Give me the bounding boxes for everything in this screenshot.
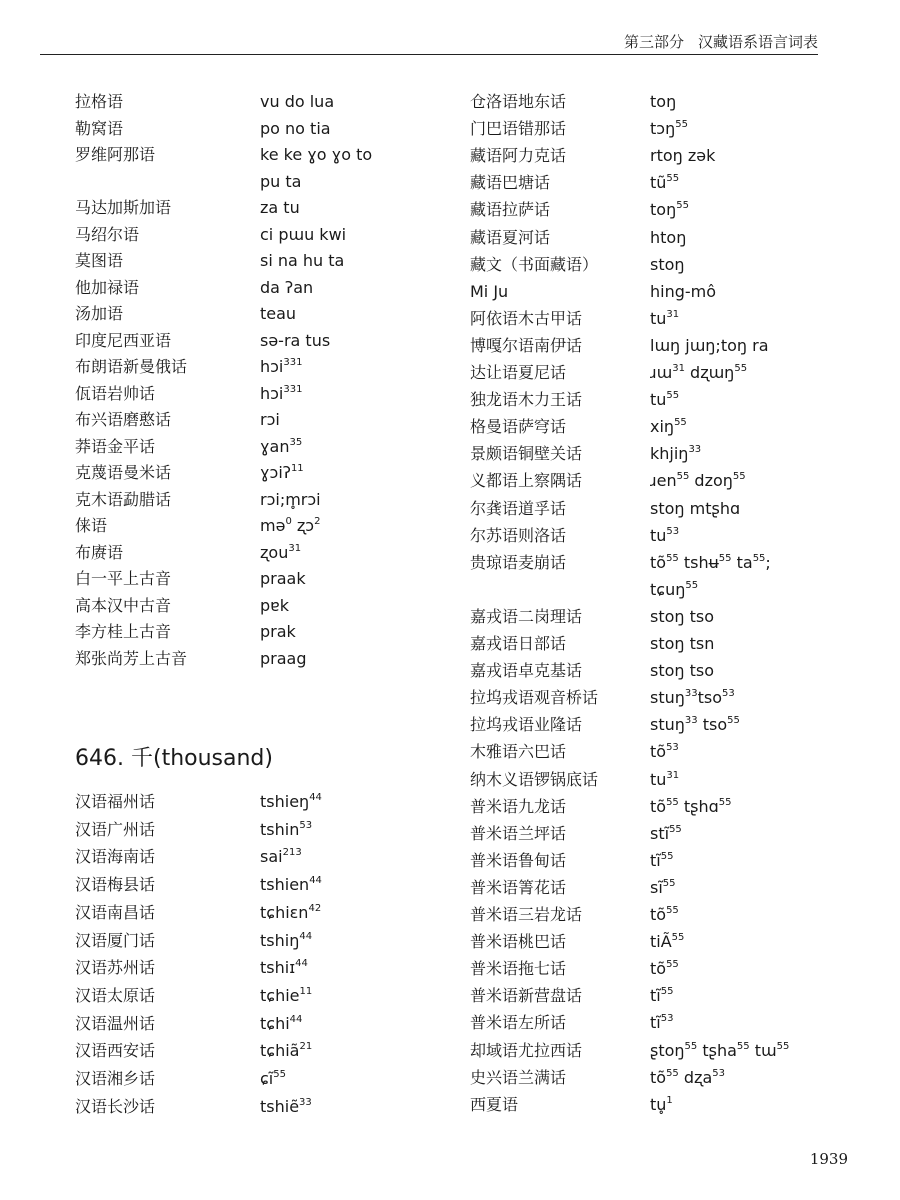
word-form xyxy=(260,539,301,566)
form-segment: si na hu ta xyxy=(260,251,345,270)
language-name: 汉语广州话 xyxy=(75,819,156,839)
language-name: 尔苏语则洛话 xyxy=(470,525,567,545)
form-segment: prak xyxy=(260,622,296,641)
form-segment: tshien xyxy=(260,875,310,895)
language-name: 贵琼语麦崩话 xyxy=(470,552,567,572)
tone-number: 31 xyxy=(672,363,685,374)
word-form xyxy=(650,766,679,793)
language-name: 他加禄语 xyxy=(75,277,140,297)
word-form xyxy=(650,684,735,711)
word-form xyxy=(260,899,321,926)
tone-number: 55 xyxy=(662,877,676,889)
language-name: 独龙语木力王话 xyxy=(470,390,583,410)
tone-number: 55 xyxy=(660,986,674,998)
word-form xyxy=(650,982,673,1009)
form-segment: tiÃ xyxy=(650,932,672,952)
section-number: 646. xyxy=(75,746,124,771)
word-form xyxy=(650,657,714,684)
form-segment: tĩ xyxy=(650,850,661,870)
tone-number: 331 xyxy=(283,383,303,395)
form-segment: hɔi xyxy=(260,357,284,376)
form-segment: ʐou xyxy=(260,542,289,562)
tone-number: 44 xyxy=(289,1013,303,1025)
word-form xyxy=(650,169,679,196)
language-name: 汤加语 xyxy=(75,304,124,323)
language-name: 莫图语 xyxy=(75,251,124,270)
tone-number: 55 xyxy=(660,850,674,862)
word-form xyxy=(260,486,321,513)
header-title: 汉藏语系语言词表 xyxy=(697,33,818,51)
form-segment: ɹɯ xyxy=(650,363,673,382)
language-name: 达让语夏尼话 xyxy=(470,363,567,382)
tone-number: 33 xyxy=(299,1096,312,1108)
language-name: 西夏语 xyxy=(470,1094,519,1114)
form-segment: tshieŋ xyxy=(260,792,310,811)
word-form xyxy=(650,196,689,223)
word-form xyxy=(650,847,673,874)
word-form xyxy=(260,871,322,898)
form-segment: ɣɔiʔ xyxy=(260,463,291,482)
word-form xyxy=(260,433,302,460)
word-form xyxy=(260,816,312,843)
word-form xyxy=(650,440,701,467)
form-segment: rtoŋ zək xyxy=(650,146,716,166)
tone-number: 21 xyxy=(299,1041,313,1053)
language-name: 汉语苏州话 xyxy=(75,958,156,978)
tone-number: 55 xyxy=(666,552,679,564)
tone-number: 53 xyxy=(666,525,680,537)
word-form xyxy=(650,224,686,251)
word-form xyxy=(650,711,740,738)
form-segment: sə-ra tus xyxy=(260,330,331,350)
word-form xyxy=(650,630,714,657)
word-form xyxy=(650,332,769,359)
word-form xyxy=(260,141,372,168)
language-name: 汉语福州话 xyxy=(75,792,156,811)
word-form xyxy=(650,1009,673,1036)
tone-number: 55 xyxy=(675,119,688,131)
tone-number: 55 xyxy=(727,715,740,727)
language-name: 勒窝语 xyxy=(75,118,124,138)
form-segment: ke ke ɣo ɣo to xyxy=(260,145,373,164)
language-name: 布赓语 xyxy=(75,542,124,562)
tone-number: 1 xyxy=(666,1094,673,1106)
tone-number: 55 xyxy=(666,390,680,402)
language-name: 藏语夏河话 xyxy=(470,227,551,247)
form-segment: tɔŋ xyxy=(650,119,676,139)
form-segment: vu do lua xyxy=(260,92,335,111)
form-segment: khjiŋ xyxy=(650,444,689,464)
form-segment: stoŋ tso xyxy=(650,606,715,626)
word-form xyxy=(260,168,301,195)
language-name: 白一平上古音 xyxy=(75,569,172,588)
form-segment: ɣan xyxy=(260,436,290,456)
tone-number: 55 xyxy=(666,173,680,185)
word-form xyxy=(650,278,716,305)
word-form xyxy=(260,459,304,486)
language-name: 汉语海南话 xyxy=(75,847,156,867)
tone-number: 0 xyxy=(285,516,292,527)
tone-number: 33 xyxy=(688,444,702,456)
form-segment: praag xyxy=(260,648,307,668)
language-name: 汉语梅县话 xyxy=(75,875,156,895)
form-segment: ta xyxy=(731,552,753,572)
word-form xyxy=(650,874,676,901)
language-name: 普米语兰坪话 xyxy=(470,823,567,843)
language-name: 藏文（书面藏语） xyxy=(470,254,599,274)
word-form xyxy=(260,592,289,619)
form-segment: stoŋ mtʂhɑ xyxy=(650,498,741,518)
form-segment: praak xyxy=(260,569,306,588)
form-segment: tʂhɑ xyxy=(678,796,719,816)
language-name: 藏语巴塘话 xyxy=(470,173,551,193)
tone-number: 213 xyxy=(282,847,302,859)
section-heading xyxy=(75,744,273,774)
tone-number: 53 xyxy=(712,1067,725,1079)
form-segment: dzoŋ xyxy=(689,471,733,491)
form-segment: ʐɔ xyxy=(291,516,315,535)
word-form xyxy=(650,603,714,630)
form-segment: tu xyxy=(650,390,667,410)
form-segment: stĩ xyxy=(650,823,670,843)
word-form xyxy=(650,1091,673,1118)
tone-number: 331 xyxy=(283,357,303,368)
language-name: 佤语岩帅话 xyxy=(75,383,156,403)
language-name: 汉语长沙话 xyxy=(75,1096,156,1116)
word-form xyxy=(650,738,679,765)
word-form xyxy=(260,982,312,1009)
language-name: 马绍尔语 xyxy=(75,224,140,244)
tone-number: 55 xyxy=(734,363,748,374)
language-name: 克蔑语曼米话 xyxy=(75,463,172,482)
language-name: 博嘎尔语南伊话 xyxy=(470,335,583,355)
tone-number: 55 xyxy=(776,1040,790,1052)
form-segment: ɕĩ xyxy=(260,1069,274,1088)
word-form xyxy=(260,1093,312,1120)
section-word: 千(thousand) xyxy=(130,746,273,771)
form-segment: po no tia xyxy=(260,118,331,138)
form-segment: ɹen xyxy=(650,471,677,491)
word-form xyxy=(260,1065,286,1092)
word-form xyxy=(260,247,344,274)
tone-number: 44 xyxy=(309,792,322,803)
tone-number: 44 xyxy=(299,930,313,942)
word-form xyxy=(650,467,746,494)
word-form xyxy=(260,927,312,954)
language-name: 普米语桃巴话 xyxy=(470,932,567,952)
language-name: 布兴语磨憨话 xyxy=(75,410,172,429)
language-name: 藏语阿力克话 xyxy=(470,146,567,166)
word-form xyxy=(260,88,334,115)
word-form xyxy=(260,512,320,539)
word-form xyxy=(260,1010,302,1037)
form-segment: rɔi;m̥rɔi xyxy=(260,489,321,509)
language-name: 藏语拉萨话 xyxy=(470,200,551,220)
tone-number: 55 xyxy=(752,552,766,564)
tone-number: 55 xyxy=(273,1069,286,1080)
tone-number: 53 xyxy=(660,1013,674,1025)
tone-number: 33 xyxy=(684,688,698,700)
language-name: 仓洛语地东话 xyxy=(470,92,567,111)
language-name: 格曼语萨穹话 xyxy=(470,417,567,437)
form-segment: tɕhie xyxy=(260,985,300,1005)
word-form xyxy=(260,1037,312,1064)
form-segment: tĩ xyxy=(650,986,661,1006)
language-name: 克木语勐腊话 xyxy=(75,489,172,509)
word-form xyxy=(260,380,302,407)
tone-number: 44 xyxy=(309,875,322,887)
tone-number: 31 xyxy=(288,542,302,554)
language-name: 普米语新营盘话 xyxy=(470,986,583,1006)
tone-number: 55 xyxy=(671,932,685,944)
form-segment: tshʉ xyxy=(678,552,719,572)
tone-number: 31 xyxy=(666,769,680,781)
word-form xyxy=(260,843,302,870)
form-segment: tɕhiã xyxy=(260,1041,300,1061)
language-name: 拉格语 xyxy=(75,92,124,111)
form-segment: za tu xyxy=(260,198,300,217)
form-segment: stuŋ xyxy=(650,688,685,708)
form-segment: ; xyxy=(765,552,771,572)
form-segment: lɯŋ jɯŋ;toŋ ra xyxy=(650,335,769,355)
language-name: 汉语湘乡话 xyxy=(75,1069,156,1088)
running-header xyxy=(40,32,818,55)
form-segment: tshiŋ xyxy=(260,930,300,950)
form-segment: stoŋ xyxy=(650,254,685,274)
form-segment: sai xyxy=(260,847,283,867)
tone-number: 53 xyxy=(722,688,735,700)
tone-number: 55 xyxy=(676,471,690,483)
word-form xyxy=(650,793,732,820)
form-segment: stuŋ xyxy=(650,715,685,735)
form-segment: tu xyxy=(650,308,667,328)
header-part: 第三部分 xyxy=(623,33,684,51)
form-segment: teau xyxy=(260,304,297,323)
language-name: 嘉戎语日部话 xyxy=(470,634,567,653)
form-segment: tõ xyxy=(650,959,667,979)
form-segment: tõ xyxy=(650,1067,667,1087)
form-segment: rɔi xyxy=(260,410,280,429)
form-segment: tõ xyxy=(650,905,667,924)
word-form xyxy=(260,274,313,301)
tone-number: 55 xyxy=(718,552,732,564)
language-name: 郑张尚芳上古音 xyxy=(75,648,188,668)
form-segment: toŋ xyxy=(650,92,677,111)
form-segment: tʂha xyxy=(697,1040,737,1060)
word-form xyxy=(260,406,280,433)
tone-number: 55 xyxy=(666,905,679,916)
tone-number: 33 xyxy=(684,715,698,727)
language-name: 普米语三岩龙话 xyxy=(470,905,583,924)
tone-number: 35 xyxy=(289,436,303,448)
form-segment: tɕhiɛn xyxy=(260,902,309,922)
language-name: 嘉戎语二岗理话 xyxy=(470,606,583,626)
word-form xyxy=(650,386,679,413)
word-form xyxy=(260,221,346,248)
language-name: 汉语西安话 xyxy=(75,1041,156,1061)
tone-number: 53 xyxy=(666,742,679,754)
language-name: 普米语九龙话 xyxy=(470,796,567,816)
word-form xyxy=(650,1037,789,1064)
tone-number: 55 xyxy=(732,471,746,483)
tone-number: 55 xyxy=(669,823,682,835)
word-form xyxy=(260,788,322,815)
word-form xyxy=(650,359,747,386)
word-form xyxy=(260,194,300,221)
tone-number: 55 xyxy=(666,796,679,808)
form-segment: tu xyxy=(650,525,667,545)
word-form xyxy=(650,576,698,603)
language-name: 史兴语兰满话 xyxy=(470,1067,567,1087)
tone-number: 55 xyxy=(666,1067,679,1079)
form-segment: htoŋ xyxy=(650,227,687,247)
language-name: 马达加斯加语 xyxy=(75,198,172,217)
form-segment: ʂtoŋ xyxy=(650,1040,685,1060)
form-segment: toŋ xyxy=(650,200,677,220)
language-name: 高本汉中古音 xyxy=(75,595,172,615)
language-name: 普米语鲁甸话 xyxy=(470,850,567,870)
tone-number: 44 xyxy=(295,958,308,970)
language-name: 莽语金平话 xyxy=(75,436,156,456)
language-name: 汉语南昌话 xyxy=(75,902,156,922)
word-form xyxy=(260,565,306,592)
form-segment: tɕhi xyxy=(260,1013,290,1033)
language-name: 印度尼西亚语 xyxy=(75,330,172,350)
form-segment: pu ta xyxy=(260,171,302,191)
word-form xyxy=(650,955,679,982)
word-form xyxy=(260,618,296,645)
language-name: 门巴语错那话 xyxy=(470,119,567,139)
form-segment: tɕuŋ xyxy=(650,579,686,599)
form-segment: mə xyxy=(260,516,286,535)
form-segment: stoŋ tso xyxy=(650,661,715,681)
language-name: 李方桂上古音 xyxy=(75,622,172,641)
tone-number: 55 xyxy=(674,417,687,429)
form-segment: sĩ xyxy=(650,877,663,897)
language-name: 嘉戎语卓克基话 xyxy=(470,661,583,681)
word-form xyxy=(650,549,771,576)
language-name: 汉语厦门话 xyxy=(75,930,156,950)
form-segment: tõ xyxy=(650,796,667,816)
word-form xyxy=(650,928,684,955)
word-form xyxy=(650,251,685,278)
form-segment: tõ xyxy=(650,552,667,572)
form-segment: da ʔan xyxy=(260,277,314,297)
language-name: 普米语拖七话 xyxy=(470,959,567,979)
word-form xyxy=(650,413,687,440)
language-name: 木雅语六巴话 xyxy=(470,742,567,762)
tone-number: 55 xyxy=(685,579,699,591)
tone-number: 53 xyxy=(299,819,313,831)
language-name: 拉坞戎语业隆话 xyxy=(470,715,583,735)
form-segment: tso xyxy=(697,688,723,708)
word-form xyxy=(260,115,331,142)
tone-number: 31 xyxy=(666,308,680,320)
word-form xyxy=(650,1064,725,1091)
language-name: Mi Ju xyxy=(470,281,509,301)
form-segment: hing-mô xyxy=(650,281,717,301)
word-form xyxy=(260,353,302,380)
language-name: 义都语上察隅话 xyxy=(470,471,583,491)
form-segment: xiŋ xyxy=(650,417,675,437)
word-form xyxy=(650,522,679,549)
form-segment: hɔi xyxy=(260,383,284,403)
word-form xyxy=(650,142,715,169)
page-number: 1939 xyxy=(809,1150,848,1168)
form-segment: stoŋ tsn xyxy=(650,634,715,653)
word-form xyxy=(260,645,307,672)
word-form xyxy=(260,300,296,327)
form-segment: tĩ xyxy=(650,1013,661,1033)
tone-number: 55 xyxy=(666,959,679,971)
form-segment: tu̥ xyxy=(650,1094,667,1114)
form-segment: tũ xyxy=(650,173,667,193)
tone-number: 2 xyxy=(314,516,321,527)
form-segment: dʐa xyxy=(678,1067,713,1087)
language-name: 普米语左所话 xyxy=(470,1013,567,1033)
form-segment: tɯ xyxy=(749,1040,777,1060)
word-form xyxy=(650,88,676,115)
language-name: 却域语尤拉西话 xyxy=(470,1040,583,1060)
language-name: 拉坞戎语观音桥话 xyxy=(470,688,599,708)
word-form xyxy=(650,115,688,142)
word-form xyxy=(260,327,330,354)
form-segment: tshiɪ xyxy=(260,958,296,978)
tone-number: 55 xyxy=(684,1040,698,1052)
tone-number: 55 xyxy=(718,796,732,808)
language-name: 纳木义语锣锅底话 xyxy=(470,769,599,789)
form-segment: dʐɯŋ xyxy=(684,363,735,382)
tone-number: 55 xyxy=(676,200,689,212)
tone-number: 11 xyxy=(290,463,304,474)
word-form xyxy=(650,820,682,847)
language-name: 布朗语新曼俄话 xyxy=(75,357,188,376)
form-segment: tõ xyxy=(650,742,667,762)
language-name: 景颇语铜壁关话 xyxy=(470,444,583,464)
language-name: 尔龚语道孚话 xyxy=(470,498,567,518)
language-name: 汉语太原话 xyxy=(75,985,156,1005)
word-form xyxy=(650,495,740,522)
tone-number: 11 xyxy=(299,985,313,997)
form-segment: ci pɯu kwi xyxy=(260,224,347,244)
language-name: 阿依语木古甲话 xyxy=(470,308,583,328)
form-segment: tu xyxy=(650,769,667,789)
language-name: 罗维阿那语 xyxy=(75,145,156,164)
word-form xyxy=(650,901,679,928)
tone-number: 55 xyxy=(736,1040,750,1052)
word-form xyxy=(260,954,308,981)
form-segment: tshiẽ xyxy=(260,1096,300,1116)
form-segment: tshin xyxy=(260,819,300,839)
form-segment: pɐk xyxy=(260,595,290,615)
language-name: 普米语箐花话 xyxy=(470,877,567,897)
tone-number: 42 xyxy=(308,902,322,914)
language-name: 俫语 xyxy=(75,516,108,535)
language-name: 汉语温州话 xyxy=(75,1013,156,1033)
form-segment: tso xyxy=(697,715,728,735)
word-form xyxy=(650,305,679,332)
